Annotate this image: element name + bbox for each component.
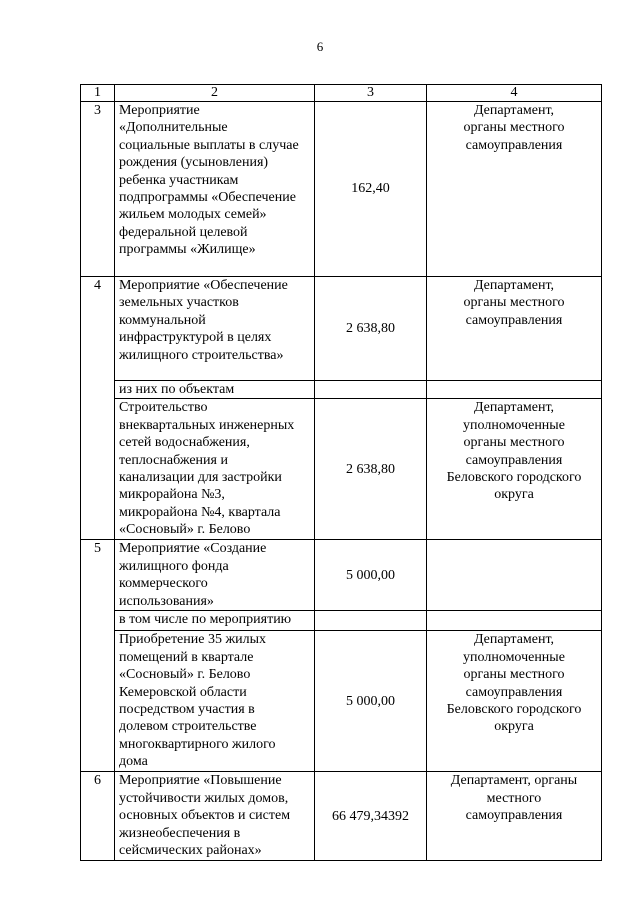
table-row — [81, 611, 602, 631]
measures-table — [80, 84, 602, 861]
executor-cell — [427, 381, 602, 399]
table-row — [81, 399, 602, 540]
amount-cell: 162,40 — [315, 102, 427, 277]
measure-description: Мероприятие «Дополнительные социальные выплаты в случае рождения (усыновления) ребенка участникам подпрограммы «Обеспечение жильем молодых семей» федеральной целевой программы «Жилище» — [115, 102, 315, 277]
row-number: 6 — [81, 772, 115, 861]
amount-cell: 5 000,00 — [315, 540, 427, 611]
executor-cell — [427, 611, 602, 631]
header-col-1: 1 — [81, 85, 115, 102]
amount-cell — [315, 611, 427, 631]
executor-cell: Департамент, органы местного самоуправления — [427, 277, 602, 381]
executor-cell: Департамент, уполномоченные органы местного самоуправления Беловского городского округа — [427, 399, 602, 540]
row-number: 5 — [81, 540, 115, 772]
measure-description: Мероприятие «Повышение устойчивости жилых домов, основных объектов и систем жизнеобеспечения в сейсмических районах» — [115, 772, 315, 861]
header-col-4: 4 — [427, 85, 602, 102]
measure-description: Мероприятие «Создание жилищного фонда коммерческого использования» — [115, 540, 315, 611]
measure-description: Мероприятие «Обеспечение земельных участков коммунальной инфраструктурой в целях жилищного строительства» — [115, 277, 315, 381]
table-row — [81, 631, 602, 772]
amount-cell: 5 000,00 — [315, 631, 427, 772]
executor-cell: Департамент, органы местного самоуправления — [427, 772, 602, 861]
amount-cell — [315, 381, 427, 399]
measure-description: в том числе по мероприятию — [115, 611, 315, 631]
row-number: 4 — [81, 277, 115, 540]
amount-cell: 2 638,80 — [315, 277, 427, 381]
measure-description: Строительство внеквартальных инженерных сетей водоснабжения, теплоснабжения и канализации для застройки микрорайона №3, микрорайона №4, квартала «Сосновый» г. Белово — [115, 399, 315, 540]
amount-cell: 2 638,80 — [315, 399, 427, 540]
page-number: 6 — [316, 39, 324, 54]
row-number: 3 — [81, 102, 115, 277]
table-row — [81, 381, 602, 399]
executor-cell — [427, 540, 602, 611]
table-header-row — [81, 85, 602, 102]
table-row — [81, 277, 602, 381]
table-row — [81, 102, 602, 277]
header-col-2: 2 — [115, 85, 315, 102]
executor-cell: Департамент, уполномоченные органы местного самоуправления Беловского городского округа — [427, 631, 602, 772]
table-row — [81, 772, 602, 861]
measure-description: Приобретение 35 жилых помещений в квартале «Сосновый» г. Белово Кемеровской области посредством участия в долевом строительстве многоквартирного жилого дома — [115, 631, 315, 772]
measure-description: из них по объектам — [115, 381, 315, 399]
header-col-3: 3 — [315, 85, 427, 102]
amount-cell: 66 479,34392 — [315, 772, 427, 861]
table-row — [81, 540, 602, 611]
executor-cell: Департамент, органы местного самоуправления — [427, 102, 602, 277]
